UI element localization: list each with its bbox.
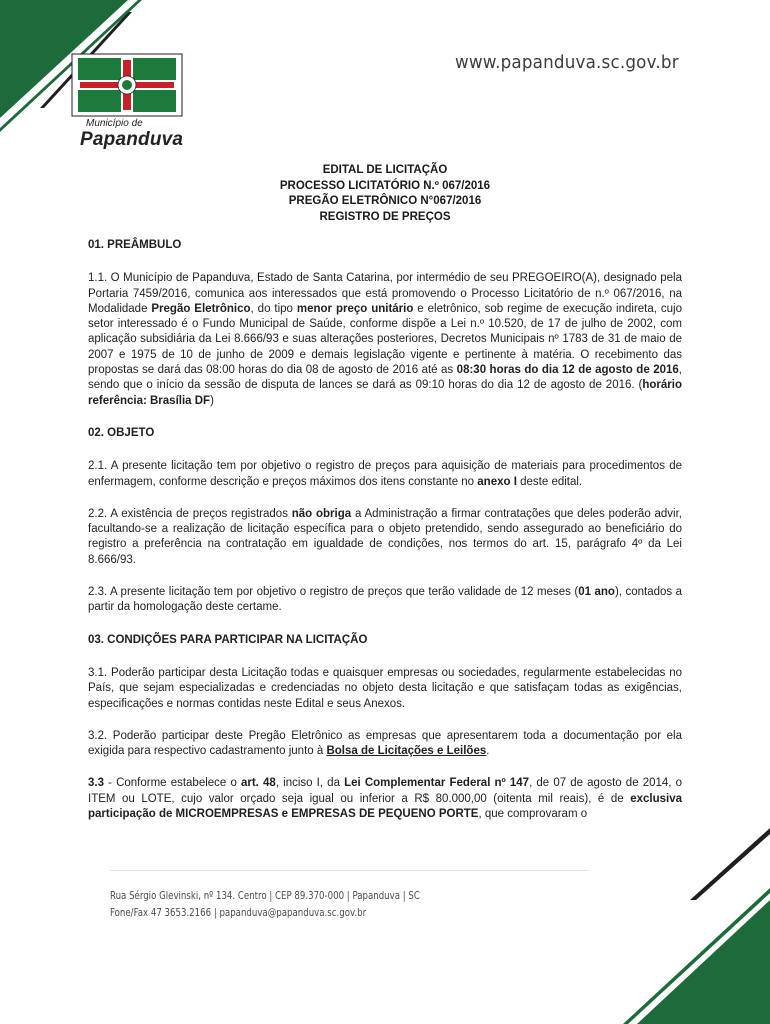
document-title [0, 163, 770, 225]
text-run: 3.2. Poderão participar deste Pregão Eletrônico as empresas que apresentarem toda a documentação por ela exigida para respectivo cadastramento junto à [88, 729, 682, 758]
paragraph-2-2 [88, 507, 682, 568]
footer-contact-line: Fone/Fax 47 3653.2166 | papanduva@papanduva.sc.gov.br [110, 907, 367, 919]
text-run: - Conforme estabelece o [104, 777, 241, 790]
text-run: e eletrônico, sob regime de execução indireta, cujo setor interessado é o Fundo Municipal de Saúde, conforme dispõe a Lei n.º 10.520, de 17 de julho de 2002, com aplicação subsidiária da Lei 8.666/93 e suas alterações posteriores, Decretos Municipais nº 1783 de 31 de maio de 2007 e 1975 de 10 de junho de 2009 e demais legislação vigente e pertinente à matéria. O recebimento das propostas se dará das 08:00 horas do dia 08 de agosto de 2016 até as [88, 302, 682, 377]
title-line: EDITAL DE LICITAÇÃO [322, 164, 448, 176]
text-run: , do tipo [250, 302, 297, 315]
bold-run: 3.3 [88, 777, 104, 790]
bold-run: 01 ano [578, 586, 615, 599]
bold-run: 08:30 horas do dia 12 de agosto de 2016 [456, 364, 679, 377]
bold-run: Lei Complementar Federal nº 147 [344, 777, 530, 790]
text-run: 2.3. A presente licitação tem por objetivo o registro de preços que terão validade de 12 meses ( [88, 586, 579, 599]
footer-dark-stripe [690, 828, 770, 900]
section-heading-condicoes: 03. CONDIÇÕES PARA PARTICIPAR NA LICITAÇÃO [88, 633, 368, 646]
footer-green-triangle [637, 900, 770, 1024]
section-heading-preambulo: 01. PREÂMBULO [88, 239, 182, 251]
text-run: 2.2. A existência de preços registrados [88, 507, 292, 520]
paragraph-3-1 [88, 666, 682, 712]
section-heading-objeto: 02. OBJETO [88, 426, 155, 439]
paragraph-2-3 [88, 585, 682, 616]
text-run: 3.1. Poderão participar desta Licitação todas e quaisquer empresas ou sociedades, regularmente estabelecidas no País, que sejam especializadas e credenciadas no objeto desta licitação e que satisfaçam todas as exigências, especificações e normas contidas neste Edital e seus Anexos. [88, 666, 682, 710]
bolsa-licitacoes-link-text: Bolsa de Licitações e Leilões [326, 745, 487, 758]
text-run: 1.1. O Município de Papanduva, Estado de Santa Catarina, por intermédio de seu PREGOEIRO(A), designado pela Portaria 7459/2016, comunica aos interessados que está promovendo o Processo Licitatório de n.º 067/2016, na Modalidade [88, 272, 682, 315]
text-run: deste edital. [516, 475, 583, 488]
title-line: PREGÃO ELETRÔNICO N°067/2016 [288, 195, 482, 207]
text-run: , sendo que o início da sessão de disputa de lances se dará as 09:10 horas do dia 12 de agosto de 2016. ( [88, 364, 682, 392]
bold-run: Pregão Eletrônico [151, 302, 251, 315]
flag-logo-icon [72, 54, 182, 116]
document-body [88, 238, 682, 822]
footer-divider [110, 870, 590, 871]
text-run: , inciso I, da [275, 777, 345, 790]
logo-name: Papanduva [80, 129, 184, 150]
footer-thin-stripe [623, 888, 770, 1024]
text-run: ), contados a partir da homologação deste certame. [88, 586, 683, 614]
logo-small-text: Município de [86, 118, 143, 129]
paragraph-3-3 [88, 776, 682, 822]
paragraph-1-1 [88, 271, 682, 409]
bold-run: art. 48 [240, 777, 276, 790]
bold-run: anexo I [477, 475, 517, 488]
text-run: . [486, 745, 490, 758]
paragraph-3-2 [88, 729, 682, 760]
text-run: ) [210, 394, 214, 407]
text-run: a Administração a firmar contratações que deles poderão advir, facultando-se a realização de licitação específica para o objeto pretendido, sendo assegurado ao beneficiário do registro a preferência na contratação em igualdade de condições, nos termos do art. 15, parágrafo 4º da Lei 8.666/93. [88, 507, 682, 566]
footer-address [110, 888, 420, 922]
title-line: PROCESSO LICITATÓRIO N.º 067/2016 [279, 179, 491, 192]
bold-run: horário referência: Brasília DF [88, 379, 682, 407]
text-run: 2.1. A presente licitação tem por objetivo o registro de preços para aquisição de materiais para procedimentos de enfermagem, conforme descrição e preços máximos dos itens constante no [88, 460, 682, 488]
text-run: , que comprovaram o [478, 808, 588, 821]
footer-address-line: Rua Sérgio Glevinski, nº 134. Centro | CEP 89.370-000 | Papanduva | SC [110, 890, 420, 902]
bold-run: menor preço unitário [296, 302, 414, 315]
bold-run: não obriga [291, 507, 352, 520]
title-line: REGISTRO DE PREÇOS [319, 210, 451, 223]
website-url: www.papanduva.sc.gov.br [455, 52, 679, 73]
municipality-logo [80, 118, 184, 150]
text-run: , de 07 de agosto de 2014, o ITEM ou LOTE, cujo valor orçado seja igual ou inferior a R$ 80.000,00 (oitenta mil reais), é de [88, 777, 683, 805]
paragraph-2-1 [88, 459, 682, 490]
bold-run: exclusiva participação de MICROEMPRESAS e EMPRESAS DE PEQUENO PORTE [88, 792, 682, 821]
